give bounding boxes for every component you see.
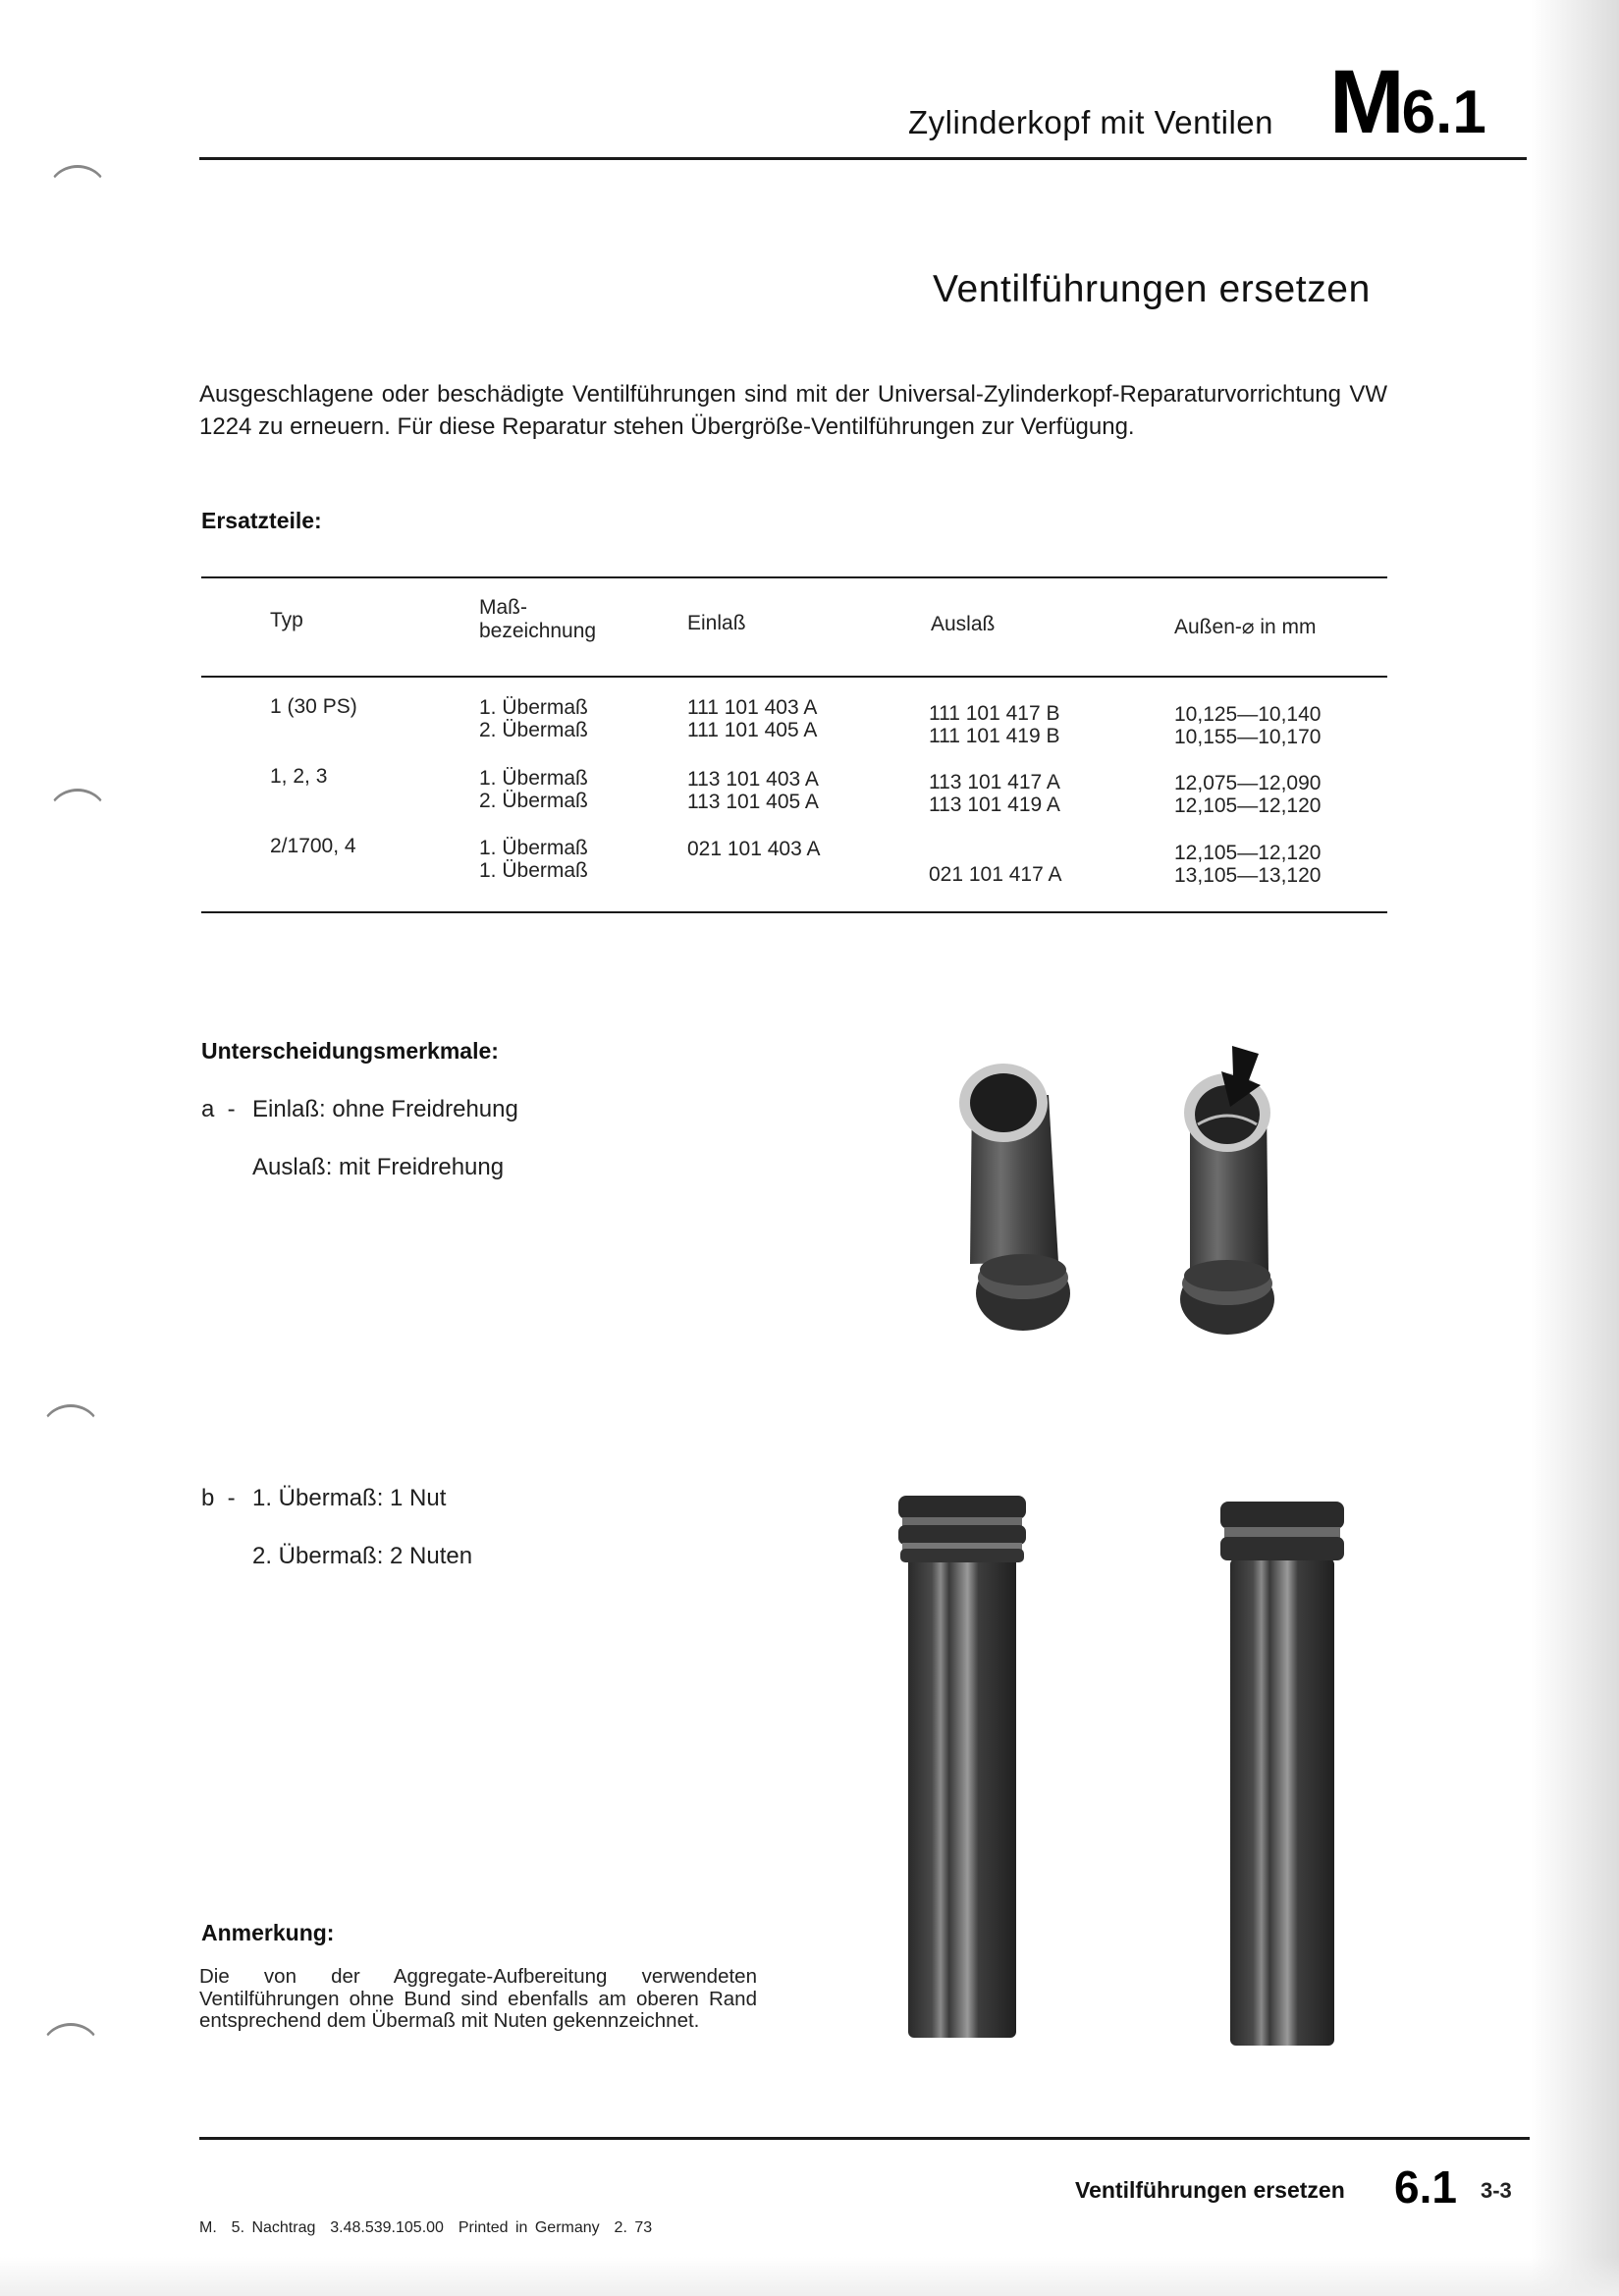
scanned-page-bottom-shadow	[0, 2257, 1619, 2296]
note-text: Die von der Aggregate-Aufbereitung verwendeten Ventilführungen ohne Bund sind ebenfalls am oberen Rand entsprechend dem Übermaß mit Nuten gekennzeichnet.	[199, 1965, 757, 2032]
cell-aussen: 10,125—10,140	[1174, 703, 1322, 726]
chapter-code-number: 6.1	[1401, 79, 1486, 146]
chapter-title: Zylinderkopf mit Ventilen	[908, 104, 1274, 140]
cell-aussen: 12,075—12,090	[1174, 772, 1322, 794]
punch-hole-mark	[46, 165, 109, 227]
feature-b-line1: 1. Übermaß: 1 Nut	[252, 1485, 447, 1511]
cell-einlass: 111 101 403 A	[687, 696, 818, 719]
cell-einlass: 021 101 403 A	[687, 838, 821, 860]
table-header-rule	[201, 676, 1387, 678]
col-header-aussen-diameter: Außen-⌀ in mm	[1174, 616, 1317, 638]
chapter-code	[1329, 52, 1486, 152]
cell-typ: 2/1700, 4	[270, 835, 356, 857]
cell-aussen: 13,105—13,120	[1174, 864, 1322, 887]
cell-auslass: 113 101 419 A	[929, 793, 1060, 816]
cell-mass: 2. Übermaß	[479, 790, 588, 812]
features-heading: Unterscheidungsmerkmale:	[201, 1038, 499, 1064]
col-header-einlass: Einlaß	[687, 612, 746, 634]
scanned-page-edge-shadow	[1531, 0, 1619, 2296]
footer-section-number: 6.1	[1394, 2161, 1457, 2213]
punch-hole-mark	[39, 2023, 102, 2085]
cell-einlass: 113 101 405 A	[687, 791, 819, 813]
col-header-typ: Typ	[270, 609, 303, 631]
punch-hole-mark	[46, 789, 109, 850]
header-rule	[199, 157, 1527, 160]
col-header-auslass: Auslaß	[931, 613, 996, 635]
cell-aussen: 12,105—12,120	[1174, 842, 1322, 864]
cell-auslass: 113 101 417 A	[929, 771, 1060, 793]
col-header-mass-line2: bezeichnung	[479, 620, 597, 642]
cell-mass: 1. Übermaß	[479, 767, 588, 790]
cell-aussen: 10,155—10,170	[1174, 726, 1322, 748]
chapter-code-letter: M	[1329, 52, 1402, 152]
cell-auslass: 111 101 419 B	[929, 725, 1060, 747]
intro-paragraph: Ausgeschlagene oder beschädigte Ventilführungen sind mit der Universal-Zylinderkopf-Reparaturvorrichtung VW 1224 zu erneuern. Für diese Reparatur stehen Übergröße-Ventilführungen zur Verfügung.	[199, 381, 1387, 440]
feature-a-marker: a -	[201, 1096, 236, 1122]
cell-auslass: 021 101 417 A	[929, 863, 1062, 886]
footer-page-number: 3-3	[1481, 2178, 1512, 2203]
guide-two-grooves-image	[898, 1496, 1026, 2038]
feature-a-line2: Auslaß: mit Freidrehung	[252, 1154, 505, 1180]
table-bottom-rule	[201, 911, 1387, 913]
table-top-rule	[201, 576, 1387, 578]
feature-b-marker: b -	[201, 1485, 236, 1511]
cell-einlass: 113 101 403 A	[687, 768, 819, 791]
cell-mass: 1. Übermaß	[479, 837, 588, 859]
section-title: Ventilführungen ersetzen	[933, 268, 1371, 310]
cell-typ: 1 (30 PS)	[270, 695, 357, 718]
col-header-mass-line1: Maß-	[479, 596, 527, 619]
cell-aussen: 12,105—12,120	[1174, 794, 1322, 817]
footer-rule	[199, 2137, 1530, 2140]
parts-heading: Ersatzteile:	[201, 508, 322, 533]
punch-hole-mark	[39, 1404, 102, 1466]
outlet-valve-guide-image	[1180, 1073, 1274, 1335]
note-heading: Anmerkung:	[201, 1920, 335, 1945]
col-header-mass	[479, 596, 596, 643]
cell-einlass: 111 101 405 A	[687, 719, 818, 741]
cell-mass: 2. Übermaß	[479, 719, 588, 741]
footer-print-info: M. 5. Nachtrag 3.48.539.105.00 Printed in Germany 2. 73	[199, 2219, 653, 2236]
photo-valve-guides-inlet-outlet	[933, 1036, 1296, 1350]
cell-auslass: 111 101 417 B	[929, 702, 1060, 725]
cell-typ: 1, 2, 3	[270, 765, 328, 788]
inlet-valve-guide-image	[959, 1064, 1070, 1331]
cell-mass: 1. Übermaß	[479, 696, 588, 719]
cell-mass: 1. Übermaß	[479, 859, 588, 882]
guide-one-groove-image	[1220, 1502, 1344, 2046]
feature-a-line1: Einlaß: ohne Freidrehung	[252, 1096, 518, 1122]
photo-valve-guides-oversize	[879, 1488, 1350, 2057]
feature-b-line2: 2. Übermaß: 2 Nuten	[252, 1543, 473, 1569]
footer-title: Ventilführungen ersetzen	[1075, 2177, 1345, 2203]
